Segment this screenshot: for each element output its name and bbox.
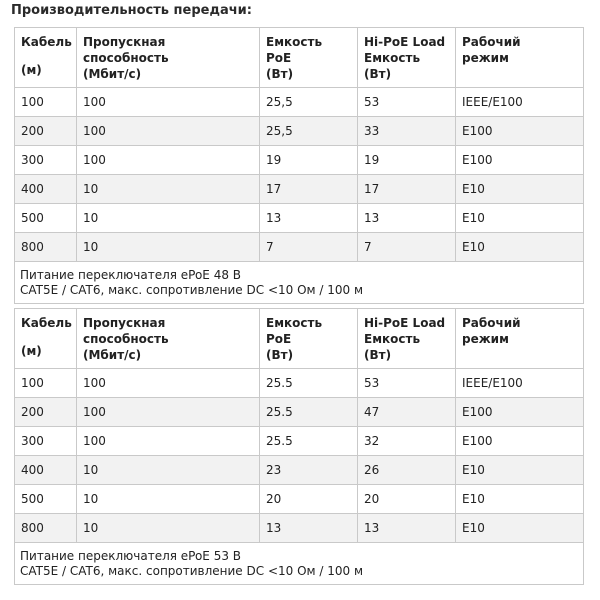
cell-poe: 19 <box>260 146 358 175</box>
cell-bandwidth: 10 <box>77 204 260 233</box>
header-cable-unit: (м) <box>21 63 42 77</box>
cell-hipoe: 7 <box>358 233 456 262</box>
cell-hipoe: 47 <box>358 398 456 427</box>
cell-mode: E100 <box>456 398 584 427</box>
table-row <box>15 398 584 427</box>
cell-mode: E100 <box>456 117 584 146</box>
table-row <box>15 369 584 398</box>
header-bandwidth-line: Пропускная <box>83 35 166 49</box>
header-hipoe-unit: (Вт) <box>364 67 392 81</box>
cell-cable: 500 <box>15 485 77 514</box>
header-cable <box>15 309 77 369</box>
header-mode-line: режим <box>462 332 509 346</box>
cell-poe: 23 <box>260 456 358 485</box>
cell-poe: 25,5 <box>260 117 358 146</box>
cell-mode: E10 <box>456 204 584 233</box>
cell-mode: E10 <box>456 175 584 204</box>
cell-mode: E10 <box>456 514 584 543</box>
cell-bandwidth: 100 <box>77 117 260 146</box>
table-note <box>15 262 584 304</box>
cell-poe: 17 <box>260 175 358 204</box>
header-bandwidth-line: способность <box>83 332 169 346</box>
header-hipoe-unit: (Вт) <box>364 348 392 362</box>
cell-hipoe: 19 <box>358 146 456 175</box>
cell-bandwidth: 100 <box>77 398 260 427</box>
note-line: Питание переключателя ePoE 48 В <box>20 268 242 282</box>
table-row <box>15 175 584 204</box>
cell-mode: IEEE/E100 <box>456 369 584 398</box>
table-row <box>15 117 584 146</box>
cell-mode: E100 <box>456 146 584 175</box>
cell-mode: E10 <box>456 485 584 514</box>
header-row <box>15 309 584 369</box>
header-bandwidth <box>77 28 260 88</box>
cell-bandwidth: 10 <box>77 514 260 543</box>
header-bandwidth-unit: (Мбит/с) <box>83 67 142 81</box>
header-poe-line: Емкость <box>266 35 323 49</box>
table-note <box>15 543 584 585</box>
cell-cable: 800 <box>15 233 77 262</box>
header-poe-capacity <box>260 28 358 88</box>
header-hipoe-line: Hi-PoE Load <box>364 35 446 49</box>
header-row <box>15 28 584 88</box>
cell-cable: 300 <box>15 427 77 456</box>
cell-poe: 7 <box>260 233 358 262</box>
cell-poe: 25.5 <box>260 369 358 398</box>
cell-hipoe: 13 <box>358 204 456 233</box>
header-poe-unit: (Вт) <box>266 348 294 362</box>
header-hipoe-capacity <box>358 28 456 88</box>
table-row <box>15 146 584 175</box>
cell-poe: 25.5 <box>260 427 358 456</box>
cell-hipoe: 26 <box>358 456 456 485</box>
header-cable-line: Кабель <box>21 316 72 330</box>
cell-cable: 300 <box>15 146 77 175</box>
table-row <box>15 88 584 117</box>
cell-cable: 800 <box>15 514 77 543</box>
header-mode-line: режим <box>462 51 509 65</box>
note-line: CAT5E / CAT6, макс. сопротивление DC <10 Ом / 100 м <box>20 283 364 297</box>
header-poe-line: Емкость <box>266 316 323 330</box>
cell-bandwidth: 10 <box>77 456 260 485</box>
cell-bandwidth: 10 <box>77 233 260 262</box>
note-line: Питание переключателя ePoE 53 В <box>20 549 242 563</box>
header-mode-line: Рабочий <box>462 35 521 49</box>
transmission-table-1 <box>14 27 584 304</box>
header-bandwidth-unit: (Мбит/с) <box>83 348 142 362</box>
cell-hipoe: 32 <box>358 427 456 456</box>
table-row <box>15 514 584 543</box>
cell-bandwidth: 10 <box>77 175 260 204</box>
cell-bandwidth: 100 <box>77 427 260 456</box>
cell-cable: 500 <box>15 204 77 233</box>
header-hipoe-line: Hi-PoE Load <box>364 316 446 330</box>
cell-bandwidth: 10 <box>77 485 260 514</box>
header-cable <box>15 28 77 88</box>
cell-mode: E10 <box>456 233 584 262</box>
cell-bandwidth: 100 <box>77 88 260 117</box>
transmission-table-2 <box>14 308 584 585</box>
header-poe-capacity <box>260 309 358 369</box>
cell-hipoe: 53 <box>358 369 456 398</box>
cell-hipoe: 13 <box>358 514 456 543</box>
cell-cable: 400 <box>15 456 77 485</box>
table-row <box>15 456 584 485</box>
header-mode <box>456 28 584 88</box>
header-cable-unit: (м) <box>21 344 42 358</box>
cell-poe: 25,5 <box>260 88 358 117</box>
header-poe-line: PoE <box>266 332 292 346</box>
cell-mode: IEEE/E100 <box>456 88 584 117</box>
header-bandwidth-line: Пропускная <box>83 316 166 330</box>
cell-mode: E100 <box>456 427 584 456</box>
header-mode <box>456 309 584 369</box>
note-line: CAT5E / CAT6, макс. сопротивление DC <10 Ом / 100 м <box>20 564 364 578</box>
cell-mode: E10 <box>456 456 584 485</box>
header-hipoe-line: Емкость <box>364 332 421 346</box>
header-bandwidth-line: способность <box>83 51 169 65</box>
cell-bandwidth: 100 <box>77 146 260 175</box>
cell-poe: 13 <box>260 204 358 233</box>
table-row <box>15 427 584 456</box>
cell-bandwidth: 100 <box>77 369 260 398</box>
cell-poe: 25.5 <box>260 398 358 427</box>
cell-poe: 13 <box>260 514 358 543</box>
header-poe-unit: (Вт) <box>266 67 294 81</box>
cell-hipoe: 53 <box>358 88 456 117</box>
cell-hipoe: 17 <box>358 175 456 204</box>
cell-cable: 100 <box>15 88 77 117</box>
header-mode-line: Рабочий <box>462 316 521 330</box>
cell-hipoe: 33 <box>358 117 456 146</box>
table-row <box>15 485 584 514</box>
header-hipoe-line: Емкость <box>364 51 421 65</box>
header-poe-line: PoE <box>266 51 292 65</box>
header-hipoe-capacity <box>358 309 456 369</box>
cell-cable: 400 <box>15 175 77 204</box>
table-note-row <box>15 543 584 585</box>
cell-cable: 200 <box>15 117 77 146</box>
header-cable-line: Кабель <box>21 35 72 49</box>
cell-cable: 100 <box>15 369 77 398</box>
page-title: Производительность передачи: <box>11 3 252 18</box>
cell-poe: 20 <box>260 485 358 514</box>
header-bandwidth <box>77 309 260 369</box>
table-row <box>15 204 584 233</box>
cell-hipoe: 20 <box>358 485 456 514</box>
table-note-row <box>15 262 584 304</box>
cell-cable: 200 <box>15 398 77 427</box>
table-row <box>15 233 584 262</box>
